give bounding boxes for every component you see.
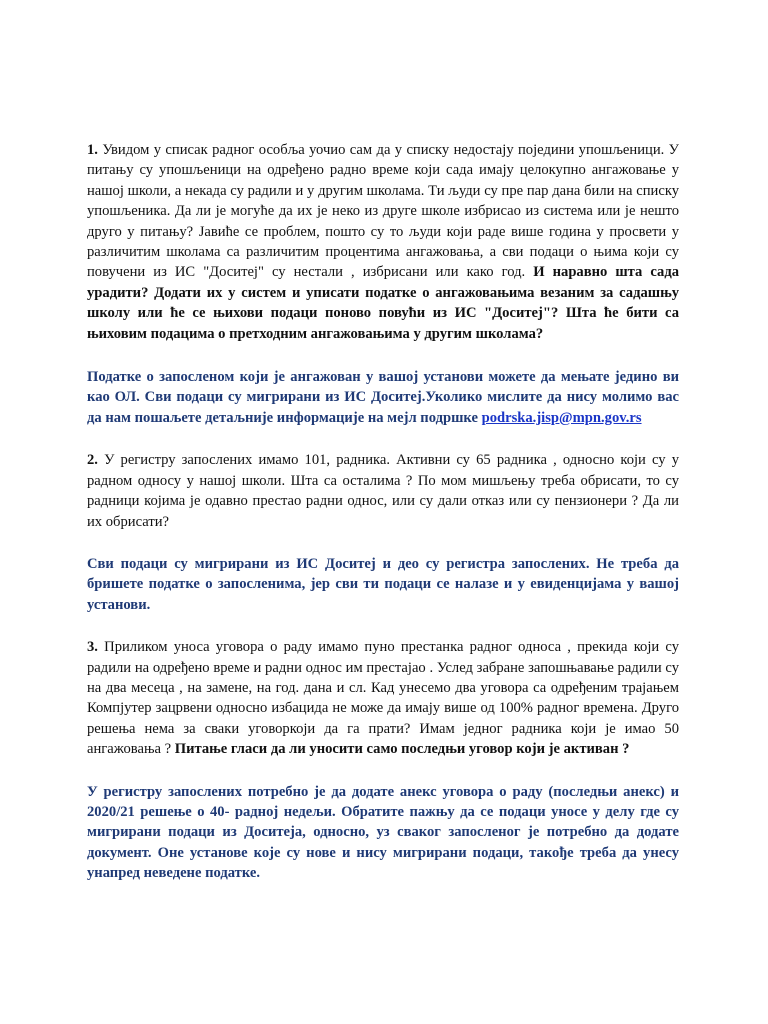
answer-3-text: У регистру запослених потребно је да додате анекс уговора о раду (последњи анекс) и 2020/21 решење о 40- радној недељи. Обратите пажњу да се подаци уносе у делу где су мигрирани подаци из Доситеја, односно, уз сваког запосленог је потребно да додате документ. Оне установе које су нове и нису мигрирани подаци, такође треба да унесу унапред неведене податке. xyxy=(87,783,679,882)
answer-1 xyxy=(87,367,679,428)
answer-2-text: Сви подаци су мигрирани из ИС Доситеј и део су регистра запослених. Не треба да бришете податке о запосленима, јер сви ти подаци се налазе и у евиденцијама у вашој установи. xyxy=(87,555,679,613)
answer-2 xyxy=(87,554,679,615)
question-1-number: 1. xyxy=(87,142,98,158)
question-3-number: 3. xyxy=(87,639,98,656)
support-email-link[interactable]: podrska.jisp@mpn.gov.rs xyxy=(481,409,642,426)
question-3-text: Приликом уноса уговора о раду имамо пуно престанка радног односа , прекида који су радили на одређено време и радни однос им престајао . Услед забране запошњавање радили су на два месеца , на замене, на год. дана и сл. Кад унесемо два уговора са одређеним трајањем Компјутер зацрвени односно избацида не може да имају више од 100% радног времена. Друго решења нема за сваки уговоркоји да га прати? Имам једног радника који је имао 50 ангажовања ? xyxy=(87,639,679,758)
question-3 xyxy=(87,637,679,759)
question-2-number: 2. xyxy=(87,452,98,469)
document-page xyxy=(87,140,679,884)
question-1-bold-text: И наравно шта сада урадити? Додати их у систем и уписати податке о ангажовањима везаним за садашњу школу или ће се њихови подаци поново повући из ИС "Доситеј"? Шта ће бити са њиховим подацима о претходним ангажовањима у другим школама? xyxy=(87,264,679,342)
question-1-text: Увидом у списак радног особља уочио сам да у списку недостају поједини упошљеници. У питању су упошљеници на одређено радно време који сада имају целокупно ангажовање у нашој школи, а некада су радили и у другим школама. Ти људи су пре пар дана били на списку упошљеника. Да ли је могуће да их је неко из друге школе избрисао из система или је нешто друго у питању? Јавиће се проблем, пошто су то људи који раде више година у просвети у различитим школама са различитим процентима ангажовања, а сви подаци о њима који су повучени из ИС "Доситеј" су нестали , избрисани или како год. xyxy=(87,142,679,281)
question-2 xyxy=(87,450,679,532)
answer-1-text: Податке о запосленом који је ангажован у вашој установи можете да мењате једино ви као ОЛ. Сви подаци су мигрирани из ИС Доситеј.Уколико мислите да нису молимо вас да нам пошаљете детаљније информације на мејл подршке xyxy=(87,369,679,426)
question-1 xyxy=(87,140,679,344)
question-2-text: У регистру запослених имамо 101, радника. Активни су 65 радника , односно који су у радном односу у нашој школи. Шта са осталима ? По мом мишљењу треба обрисати, то су радници којима је одавно престао радни однос, или су дали отказ или су пензионери ? Да ли их обрисати? xyxy=(87,452,679,530)
question-3-bold-text: Питање гласи да ли уносити само последњи уговор који је активан ? xyxy=(171,741,630,758)
answer-3 xyxy=(87,782,679,884)
